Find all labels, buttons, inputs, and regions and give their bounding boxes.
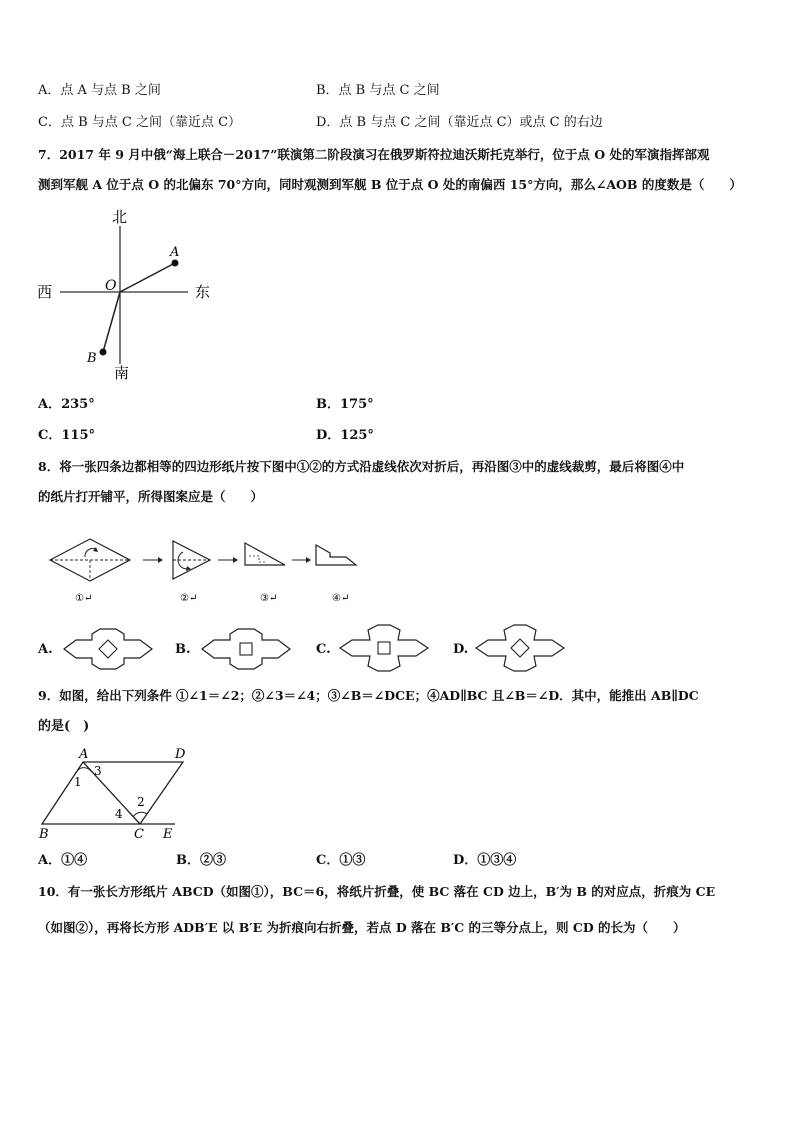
q9-stem-line1: 9．如图，给出下列条件 ①∠1＝∠2；②∠3＝∠4；③∠B＝∠DCE；④AD∥BC 且∠B＝∠D．其中，能推出 AB∥DC [38,688,699,703]
q6-option-b: B．点 B 与点 C 之间 [316,83,440,98]
angle-1-label: 1 [74,775,82,789]
q8-option-b-label: B. [175,642,191,657]
vertex-a-label: A [79,747,89,762]
q10-stem-line1: 10．有一张长方形纸片 ABCD（如图①），BC＝6，将纸片折叠，使 BC 落在 CD 边上，B′为 B 的对应点，折痕为 CE [38,884,716,899]
q8-option-c-label: C. [316,642,331,657]
east-label: 东 [195,283,211,301]
step-3-label: ③↵ [260,593,278,604]
q7-option-d: D．125° [316,428,374,443]
q8-option-a-shape [62,628,154,670]
q8-option-d-label: D. [453,642,469,657]
q8-option-b-shape [200,628,292,670]
angle-4-label: 4 [115,807,123,821]
q8-option-c-shape [338,624,430,672]
q7-compass-figure [30,200,230,385]
q9-option-d: D．①③④ [453,853,517,868]
q6-option-c: C．点 B 与点 C 之间（靠近点 C） [38,115,242,130]
q6-option-a: A．点 A 与点 B 之间 [38,83,161,98]
q9-stem-line2: 的是( ) [38,719,90,734]
q7-stem-line1: 7．2017 年 9 月中俄“海上联合－2017”联演第二阶段演习在俄罗斯符拉迪沃斯托克举行，位于点 O 处的军演指挥部观 [38,147,710,162]
step-1-label: ①↵ [75,593,93,604]
q7-stem-line2: 测到军舰 A 位于点 O 的北偏东 70°方向，同时观测到军舰 B 位于点 O 处的南偏西 15°方向，那么∠AOB 的度数是（ ） [38,177,742,192]
q7-option-b: B．175° [316,397,374,412]
vertex-c-label: C [134,827,144,842]
vertex-b-label: B [39,827,49,842]
step-4-label: ④↵ [332,593,350,604]
angle-2-label: 2 [137,795,145,809]
q6-option-d: D．点 B 与点 C 之间（靠近点 C）或点 C 的右边 [316,115,603,130]
point-b-label: B [87,351,97,366]
q9-option-b: B．②③ [176,853,226,868]
vertex-d-label: D [175,747,186,762]
point-o-label: O [105,278,117,294]
vertex-e-label: E [163,827,173,842]
q9-option-a: A．①④ [38,853,88,868]
step-2-label: ②↵ [180,593,198,604]
q7-option-a: A．235° [38,397,95,412]
q8-option-d-shape [474,624,566,672]
south-label: 南 [114,364,130,382]
q8-stem-line2: 的纸片打开铺平，所得图案应是（ ） [38,489,264,504]
q9-parallelogram-figure [35,742,195,842]
north-label: 北 [112,208,128,226]
point-a-label: A [170,245,180,260]
q8-stem-line1: 8．将一张四条边都相等的四边形纸片按下图中①②的方式沿虚线依次对折后，再沿图③中的虚线裁剪，最后将图④中 [38,459,685,474]
q9-option-c: C．①③ [316,853,366,868]
angle-3-label: 3 [94,764,102,778]
q8-option-a-label: A. [38,642,53,657]
q8-folding-steps-figure [40,535,370,605]
west-label: 西 [37,283,53,301]
q10-stem-line2: （如图②），再将长方形 ADB′E 以 B′E 为折痕向右折叠，若点 D 落在 B′C 的三等分点上，则 CD 的长为（ ） [38,920,686,935]
q7-option-c: C．115° [38,428,95,443]
